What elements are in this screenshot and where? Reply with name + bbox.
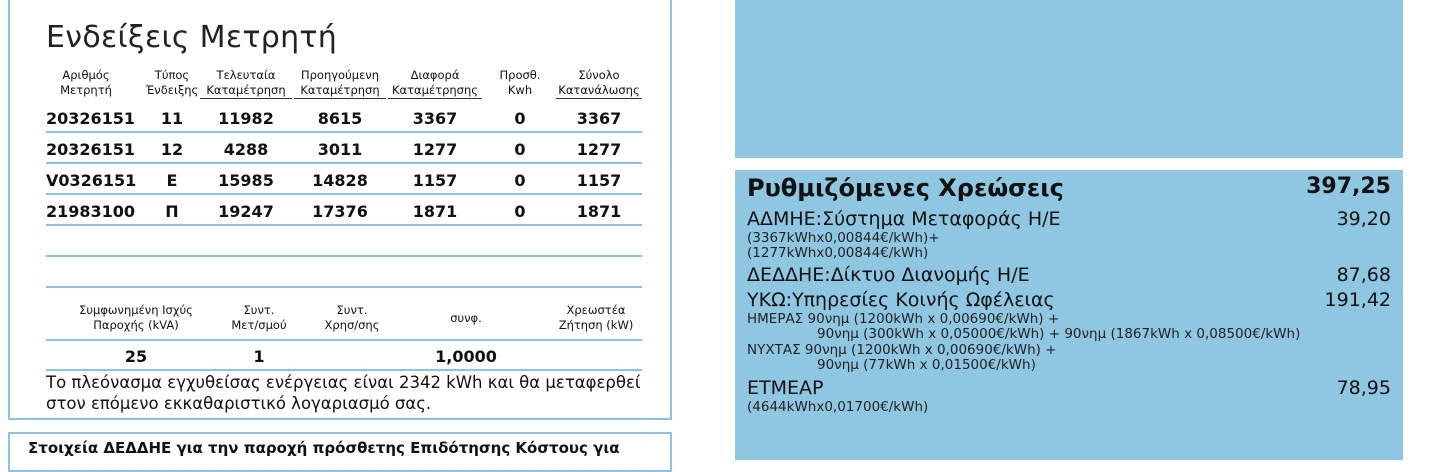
header-total-consumption: Σύνολο Κατανάλωσης bbox=[556, 68, 642, 99]
table-row: 21983100 Π 19247 17376 1871 0 1871 bbox=[46, 195, 642, 226]
meter-table-header bbox=[46, 68, 642, 102]
header-agreed-power: Συμφωνημένη Ισχύς Παροχής (kVA) bbox=[79, 303, 193, 332]
yko-day-detail-line: ΗΜΕΡΑΣ 90νημ (1200kWh x 0,00690€/kWh) + bbox=[747, 311, 1060, 327]
regulated-charges-total: 397,25 bbox=[1306, 174, 1391, 199]
empty-table-row bbox=[46, 257, 642, 288]
table-row: V0326151 E 15985 14828 1157 0 1157 bbox=[46, 164, 642, 195]
header-billable-demand: Χρεωστέα Ζήτηση (kW) bbox=[558, 303, 634, 332]
admie-charge-amount: 39,20 bbox=[1336, 208, 1391, 230]
yko-charge-name: ΥΚΩ:Υπηρεσίες Κοινής Ωφέλειας bbox=[747, 289, 1055, 311]
table-row: 20326151 11 11982 8615 3367 0 3367 bbox=[46, 102, 642, 133]
yko-night-detail-line: ΝΥΧΤΑΣ 90νημ (1200kWh x 0,00690€/kWh) + bbox=[747, 342, 1057, 358]
admie-charge-name: ΑΔΜΗΕ:Σύστημα Μεταφοράς Η/Ε bbox=[747, 208, 1061, 230]
yko-night-detail-line: 90νημ (77kWh x 0,01500€/kWh) bbox=[817, 357, 1036, 373]
admie-detail-line: (3367kWhx0,00844€/kWh)+ bbox=[747, 230, 940, 246]
deddie-charge-name: ΔΕΔΔΗΕ:Δίκτυο Διανομής Η/Ε bbox=[747, 264, 1030, 286]
yko-day-detail-line: 90νημ (300kWh x 0,05000€/kWh) + 90νημ (1867kWh x 0,08500€/kWh) bbox=[817, 326, 1301, 342]
empty-table-row bbox=[46, 226, 642, 257]
deddie-charge-amount: 87,68 bbox=[1336, 264, 1391, 286]
meter-readings-panel bbox=[8, 0, 672, 420]
etmear-detail-line: (4644kWhx0,01700€/kWh) bbox=[747, 399, 929, 415]
etmear-charge-amount: 78,95 bbox=[1336, 377, 1391, 399]
power-table-header bbox=[46, 303, 642, 339]
power-table-row: 25 1 1,0000 bbox=[46, 339, 642, 371]
subsidy-info-title: Στοιχεία ΔΕΔΔΗΕ για την παροχή πρόσθετης Επιδότησης Κόστους για bbox=[28, 439, 620, 457]
admie-detail-line: (1277kWhx0,00844€/kWh) bbox=[747, 245, 929, 261]
meter-table-body bbox=[46, 102, 642, 288]
meter-readings-title: Ενδείξεις Μετρητή bbox=[46, 20, 338, 55]
table-row: 20326151 12 4288 3011 1277 0 1277 bbox=[46, 133, 642, 164]
regulated-charges-panel bbox=[735, 170, 1403, 460]
regulated-charges-title: Ρυθμιζόμενες Χρεώσεις bbox=[747, 174, 1064, 202]
header-metering-factor: Συντ. Μετ/σμού bbox=[231, 303, 287, 332]
subsidy-info-box bbox=[8, 432, 672, 472]
header-meter-number: Αριθμός Μετρητή bbox=[60, 68, 112, 97]
header-power-factor: συνφ. bbox=[450, 311, 482, 325]
header-additional-kwh: Προσθ. Kwh bbox=[499, 68, 541, 97]
surplus-energy-note: Το πλεόνασμα εγχυθείσας ενέργειας είναι 2342 kWh και θα μεταφερθεί στον επόμενο εκκαθαριστικό λογαριασμό σας. bbox=[46, 373, 641, 413]
header-usage-factor: Συντ. Χρησ/σης bbox=[324, 303, 380, 332]
yko-charge-amount: 191,42 bbox=[1324, 289, 1391, 311]
header-previous-reading: Προηγούμενη Καταμέτρηση bbox=[294, 68, 386, 99]
blue-header-panel bbox=[735, 0, 1403, 158]
header-reading-type: Τύπος Ένδειξης bbox=[145, 68, 199, 97]
header-reading-difference: Διαφορά Καταμέτρησης bbox=[388, 68, 482, 99]
etmear-charge-name: ΕΤΜΕΑΡ bbox=[747, 377, 824, 399]
header-last-reading: Τελευταία Καταμέτρηση bbox=[200, 68, 292, 99]
